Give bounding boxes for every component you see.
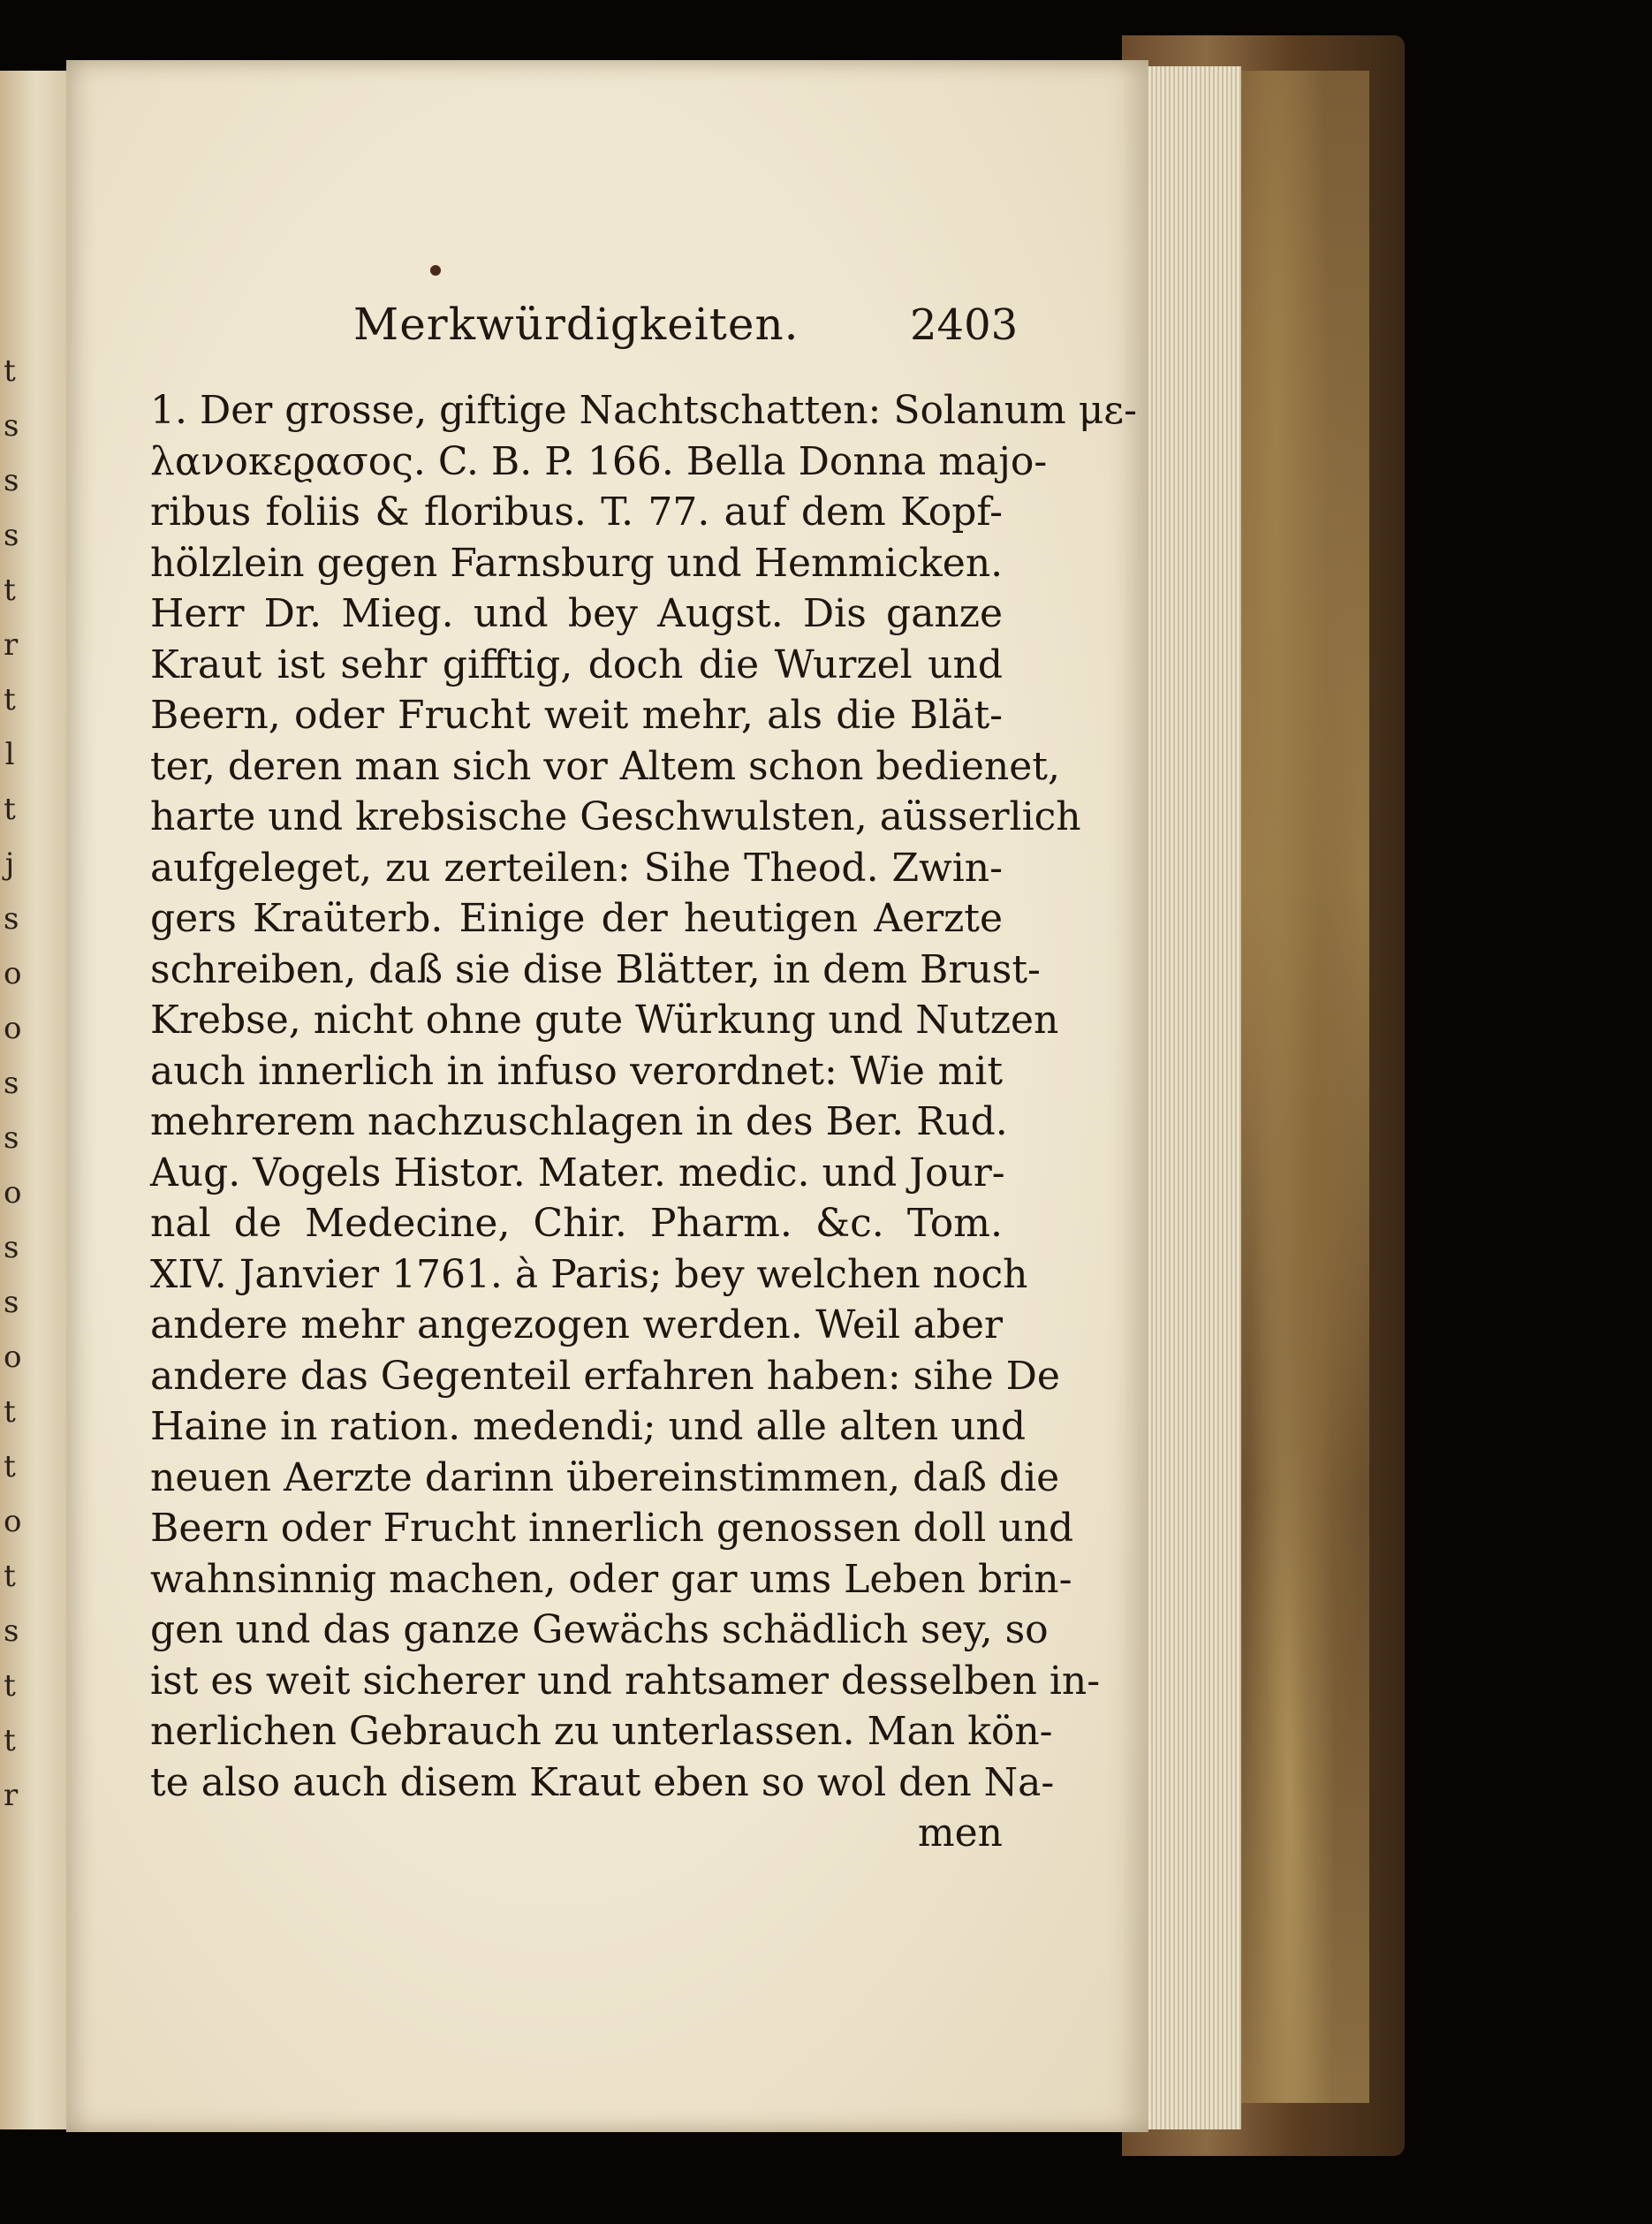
text-line: λανοκεϱασος. C. B. P. 166. Bella Donna majo- — [150, 438, 1048, 484]
text-line: ribus foliis & floribus. T. 77. auf dem Kopf- — [150, 490, 1003, 535]
left-page-fragment: s — [4, 1120, 19, 1156]
left-page-fragment: s — [4, 518, 19, 553]
text-line: andere das Gegenteil erfahren haben: sihe De — [150, 1353, 1060, 1399]
left-page-fragment: t — [4, 1559, 16, 1594]
body-text — [150, 385, 1137, 1859]
left-page-fragment: t — [4, 682, 16, 717]
text-line: schreiben, daß sie dise Blätter, in dem Brust- — [150, 946, 1041, 992]
left-page-fragment: s — [4, 901, 19, 937]
text-line: Krebse, nicht ohne gute Würkung und Nutzen — [150, 998, 1059, 1043]
ink-spot — [430, 265, 441, 276]
text-line: aufgeleget, zu zerteilen: Sihe Theod. Zwin- — [150, 845, 1003, 891]
text-line: XIV. Janvier 1761. à Paris; bey welchen noch — [150, 1251, 1028, 1297]
text-line: Herr Dr. Mieg. und bey Augst. Dis ganze — [150, 591, 1003, 636]
left-page-fragment: t — [4, 1668, 16, 1704]
left-page-fragment: s — [4, 1613, 19, 1649]
text-line: gers Kraüterb. Einige der heutigen Aerzte — [150, 896, 1003, 941]
left-page-fragment: s — [4, 1285, 19, 1320]
text-line: Aug. Vogels Histor. Mater. medic. und Jour- — [150, 1150, 1005, 1195]
left-page-fragment: s — [4, 1230, 19, 1265]
left-page-fragment: s — [4, 463, 19, 498]
text-line: 1. Der grosse, giftige Nachtschatten: Solanum με- — [150, 388, 1137, 433]
text-line: auch innerlich in infuso verordnet: Wie mit — [150, 1048, 1003, 1094]
left-page-fragment: o — [4, 1011, 22, 1046]
left-page-fragment: o — [4, 1504, 22, 1539]
left-page-fragment: t — [4, 792, 16, 827]
text-line: harte und krebsische Geschwulsten, aüsserlich — [150, 794, 1081, 839]
left-page-fragment: t — [4, 1394, 16, 1430]
left-page-fragment: t — [4, 1723, 16, 1758]
running-head: Merkwürdigkeiten. — [353, 299, 799, 350]
text-line: ter, deren man sich vor Altem schon bedienet, — [150, 743, 1060, 789]
text-line: andere mehr angezogen werden. Weil aber — [150, 1302, 1003, 1347]
left-page-fragment: s — [4, 1066, 19, 1101]
left-page-fragment: t — [4, 573, 16, 608]
text-line: gen und das ganze Gewächs schädlich sey, so — [150, 1607, 1049, 1652]
left-page-fragment: o — [4, 1175, 22, 1211]
text-line: Beern, oder Frucht weit mehr, als die Blät- — [150, 693, 1003, 738]
text-line: Haine in ration. medendi; und alle alten und — [150, 1404, 1027, 1449]
book-page — [66, 60, 1148, 2132]
text-line: ist es weit sicherer und rahtsamer desselben in- — [150, 1658, 1101, 1704]
text-line: wahnsinnig machen, oder gar ums Leben brin- — [150, 1556, 1072, 1602]
page-number: 2403 — [910, 300, 1019, 350]
text-line: mehrerem nachzuschlagen in des Ber. Rud. — [150, 1099, 1008, 1144]
page-edges — [1144, 66, 1241, 2129]
left-page-fragment: t — [4, 1449, 16, 1484]
left-page-fragment: r — [4, 627, 19, 663]
left-page-fragment: o — [4, 1340, 22, 1375]
left-page-fragment: l — [4, 737, 15, 772]
text-line: Kraut ist sehr gifftig, doch die Wurzel und — [150, 641, 1003, 687]
left-page-edge — [0, 71, 66, 2129]
text-line: nal de Medecine, Chir. Pharm. &c. Tom. — [150, 1201, 1003, 1246]
text-line: hölzlein gegen Farnsburg und Hemmicken. — [150, 540, 1004, 586]
marbled-cover — [1237, 71, 1369, 2103]
text-line: neuen Aerzte darinn übereinstimmen, daß die — [150, 1454, 1060, 1500]
left-page-fragment: t — [4, 353, 16, 389]
left-page-fragment: s — [4, 408, 19, 444]
text-line: men — [917, 1810, 1003, 1856]
left-page-fragment: o — [4, 956, 22, 991]
left-page-fragment: r — [4, 1778, 19, 1813]
text-line: nerlichen Gebrauch zu unterlassen. Man kön- — [150, 1709, 1053, 1754]
text-line: Beern oder Frucht innerlich genossen doll und — [150, 1506, 1074, 1551]
left-page-fragment: j — [4, 846, 15, 882]
text-line: te also auch disem Kraut eben so wol den Na- — [150, 1759, 1055, 1805]
